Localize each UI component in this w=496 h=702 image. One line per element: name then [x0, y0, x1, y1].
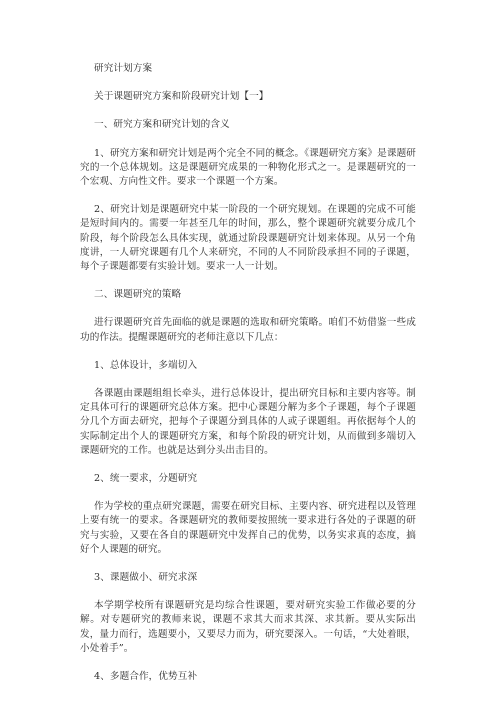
document-content — [80, 62, 416, 698]
section-heading: 二、课题研究的策略 — [94, 289, 182, 301]
paragraph: 2、研究计划是课题研究中某一阶段的一个研究规划。在课题的完成不可能是短时间内的。需要一年甚至几年的时间，那么，整个课题研究就要分成几个阶段，每个阶段怎么具体实现，就通过阶段课题研究计划来体现。从另一个角度讲，一人研究课题有几个人来研究，不同的人不同阶段承担不同的子课题，每个子课题都要有实验计划。要求一人一计划。 — [80, 204, 416, 273]
section-heading: 2、统一要求，分题研究 — [94, 473, 198, 485]
section-heading: 3、课题做小、研究求深 — [94, 572, 198, 584]
section-heading: 4、多题合作，优势互补 — [94, 671, 198, 683]
section-heading: 1、总体设计，多端切入 — [94, 359, 198, 371]
paragraph: 各课题由课题组组长牵头，进行总体设计，提出研究目标和主要内容等。制定具体可行的课题研究总体方案。把中心课题分解为多个子课题，每个子课题分几个方面去研究，把每个子课题分到具体的人或子课题组。再依据每个人的实际制定出个人的课题研究方案，和每个阶段的研究计划，从而做到多端切入课题研究的工作。也就是达到分头出击目的。 — [80, 388, 416, 456]
paragraph: 进行课题研究首先面临的就是课题的选取和研究策略。咱们不妨借鉴一些成功的作法。提醒课题研究的老师注意以下几点： — [80, 317, 416, 343]
section-heading: 关于课题研究方案和阶段研究计划【一】 — [94, 91, 269, 103]
section-heading: 一、研究方案和研究计划的含义 — [94, 119, 230, 131]
paragraph: 1、研究方案和研究计划是两个完全不同的概念。《课题研究方案》是课题研究的一个总体规划。这是课题研究成果的一种物化形式之一。是课题研究的一个宏观、方向性文件。要求一个课题一个方案。 — [80, 147, 416, 188]
document-title: 研究计划方案 — [94, 63, 153, 74]
paragraph: 本学期学校所有课题研究是均综合性课题，要对研究实验工作做必要的分解。对专题研究的教师来说，课题不求其大而求其深、求其新。要从实际出发，量力而行，选题要小，又要尽力而为，研究要深入。一句话，“大处着眼，小处着手”。 — [80, 600, 416, 654]
paragraph: 作为学校的重点研究课题，需要在研究目标、主要内容、研究进程以及管理上要有统一的要求。各课题研究的教师要按照统一要求进行各处的子课题的研究与实验，又要在各自的课题研究中发挥自己的优势，以务实求真的态度，搞好个人课题的研究。 — [80, 501, 416, 555]
